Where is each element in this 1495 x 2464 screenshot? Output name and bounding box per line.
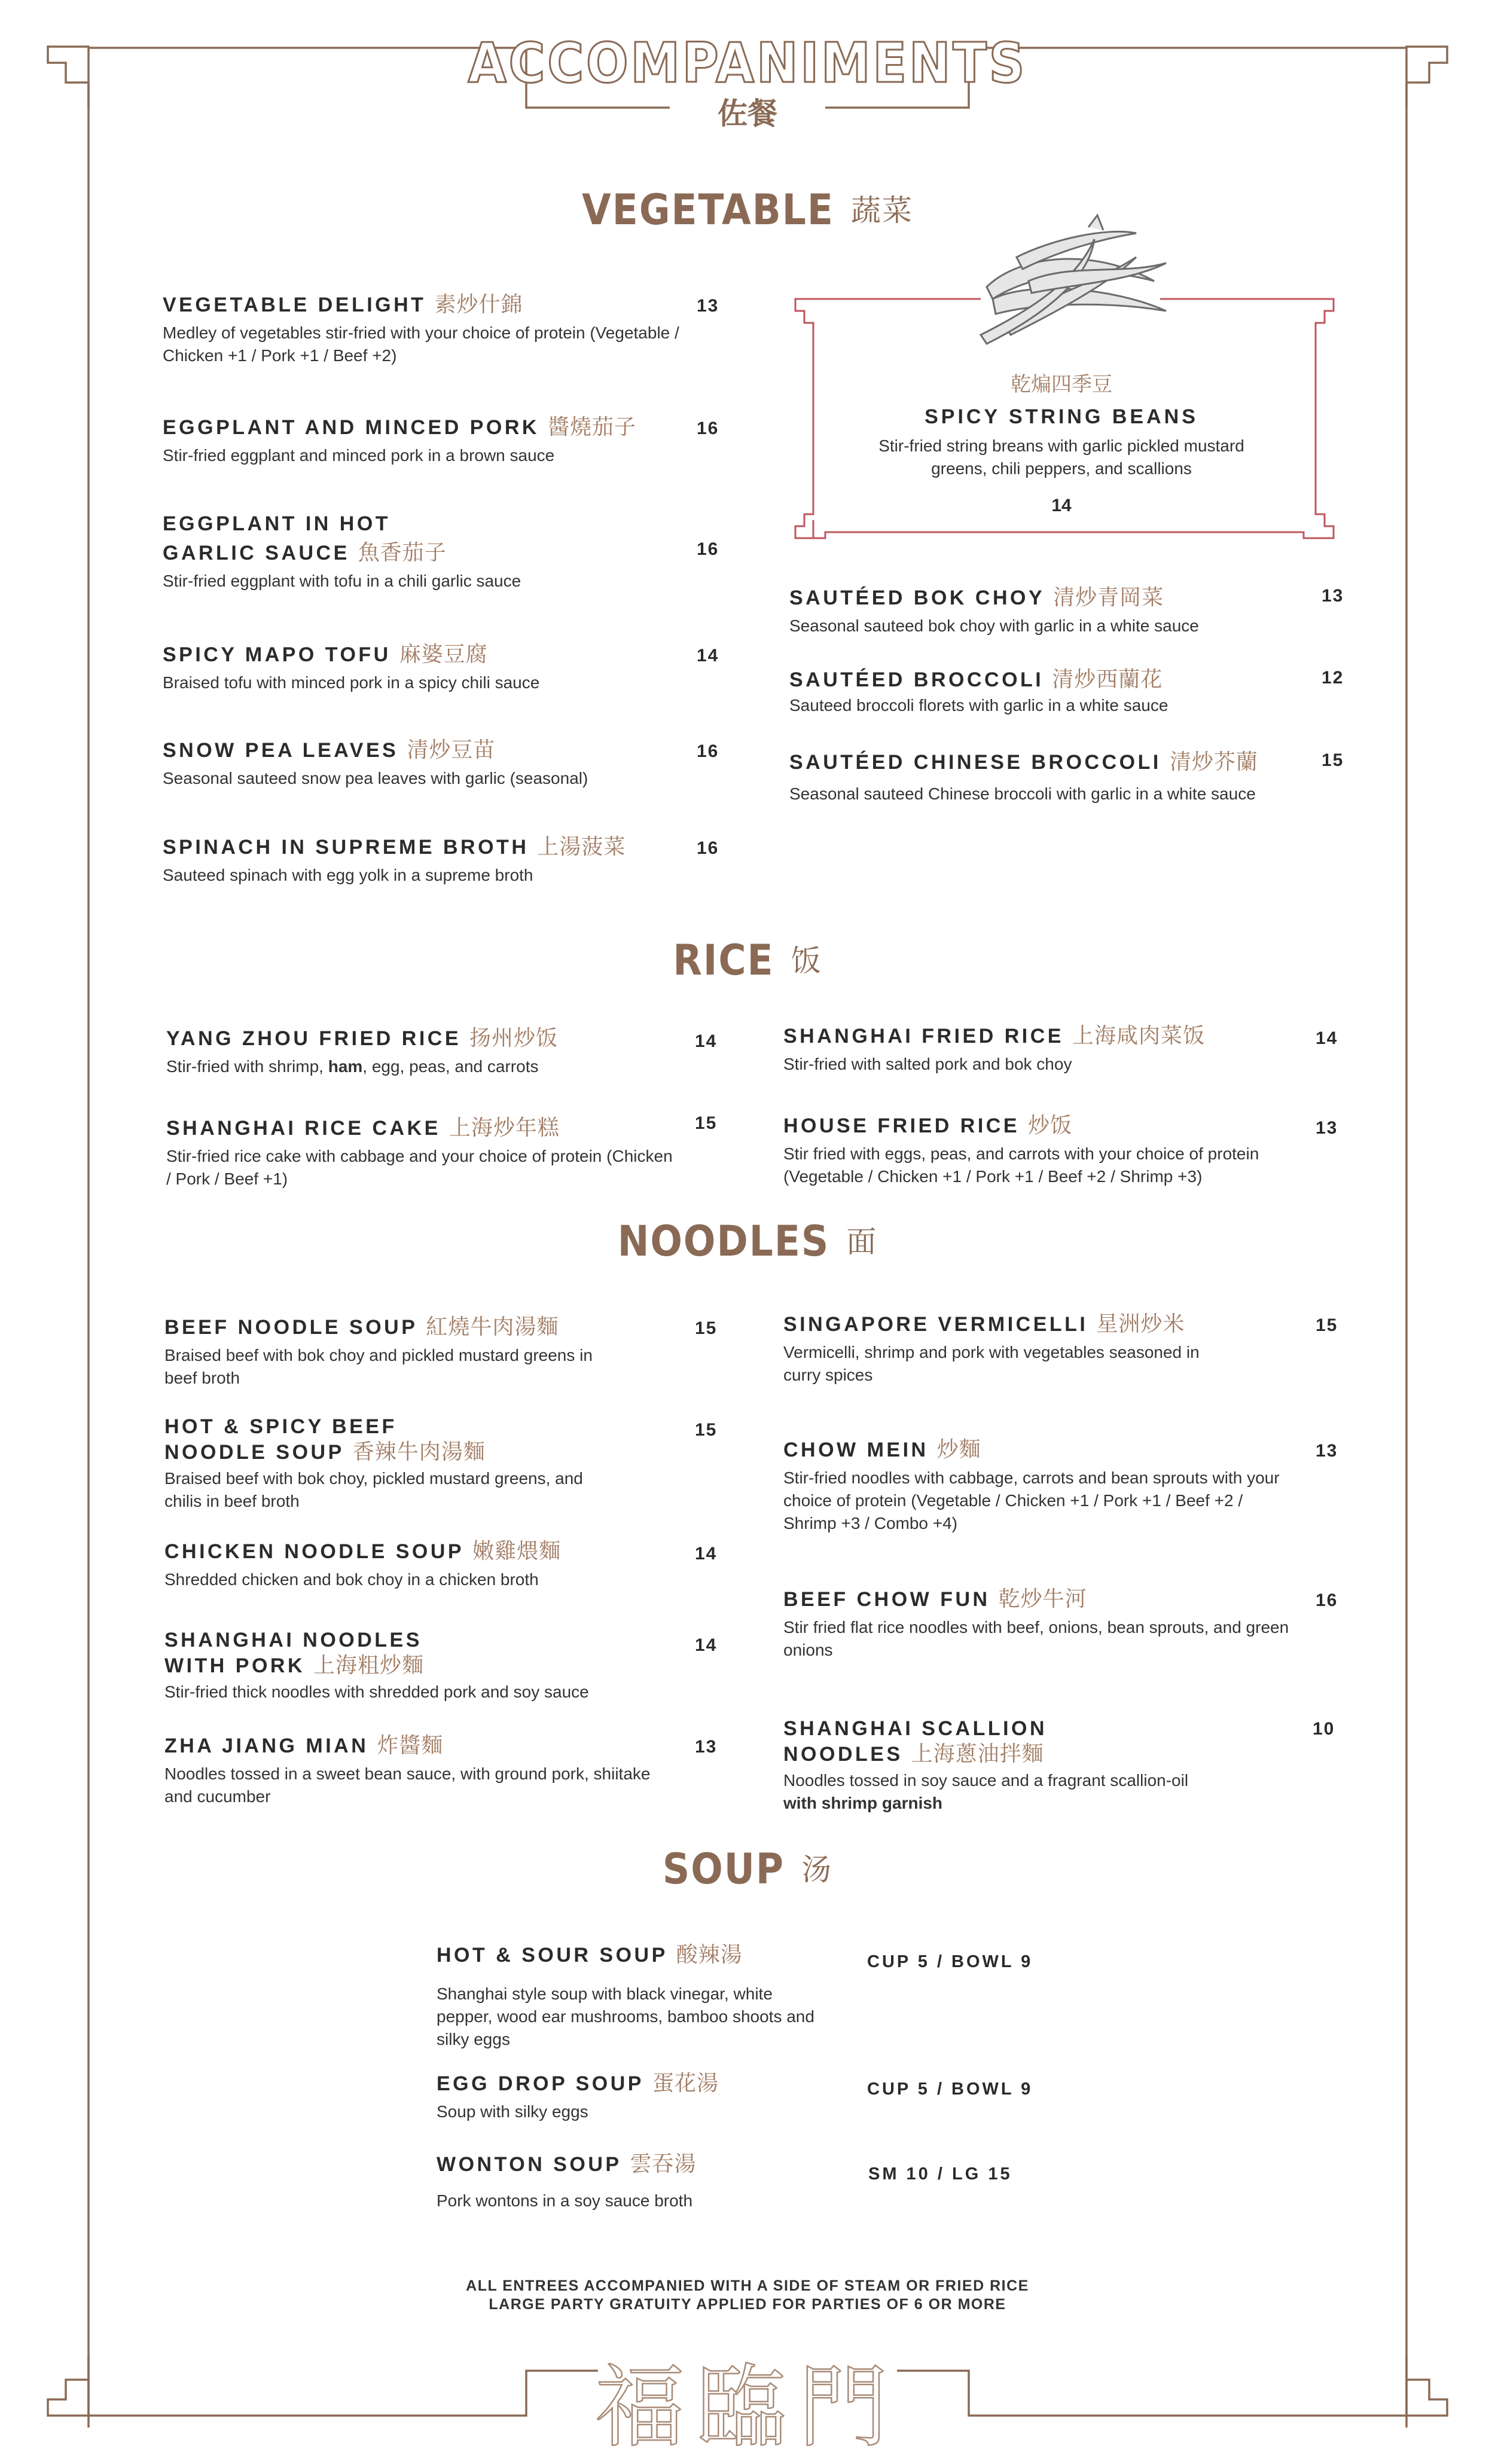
section-title-cn: 面 [846,1225,878,1259]
item-name-cn: 清炒芥蘭 [1169,749,1258,774]
menu-item [789,665,1316,717]
item-name-cn: 扬州炒饭 [469,1025,559,1050]
item-name: NOODLE SOUP [164,1441,344,1464]
item-description: Soup with silky eggs [437,2102,588,2121]
item-price: 16 [697,539,719,559]
item-name: SAUTÉED BROCCOLI [789,668,1044,691]
item-name: VEGETABLE DELIGHT [163,294,426,316]
item-description: Shredded chicken and bok choy in a chicken broth [164,1570,539,1589]
item-price: 15 [695,1420,718,1440]
menu-item [437,2149,831,2212]
section-title-text: NOODLES [617,1217,830,1266]
item-name-cn: 炸醬麵 [377,1733,444,1757]
item-price: 14 [695,1031,718,1051]
item-name: SHANGHAI FRIED RICE [783,1025,1064,1048]
menu-item [783,1309,1214,1387]
section-title-soup [0,1845,1495,1894]
item-name-cn: 星洲炒米 [1096,1311,1185,1336]
item-price: 13 [1322,586,1344,606]
item-description: Stir-fried with salted pork and bok choy [783,1055,1072,1073]
item-name: SPINACH IN SUPREME BROTH [163,836,529,859]
item-name: BEEF CHOW FUN [783,1588,990,1611]
item-name-cn: 清炒豆苗 [407,737,496,762]
section-title-text: VEGETABLE [582,185,834,234]
item-name: NOODLES [783,1743,903,1766]
menu-item [783,1111,1322,1188]
item-price: 16 [1316,1590,1338,1610]
item-name-cn: 上海粗炒麵 [313,1653,425,1677]
item-name-cn: 上海炒年糕 [448,1115,560,1140]
item-name-cn: 香辣牛肉湯麵 [352,1439,486,1464]
item-price: 13 [697,296,719,316]
item-name-line1: SHANGHAI SCALLION [783,1717,1048,1740]
item-name-cn: 蛋花湯 [652,2071,719,2095]
item-description: Stir-fried with shrimp, [166,1057,328,1076]
item-name: EGG DROP SOUP [437,2072,644,2095]
footer-line-1: ALL ENTREES ACCOMPANIED WITH A SIDE OF STEAM OR FRIED RICE [466,2277,1029,2294]
item-description: Sauteed broccoli florets with garlic in a white sauce [789,696,1168,715]
item-name: GARLIC SAUCE [163,542,350,564]
item-name-line1: SHANGHAI NOODLES [164,1629,422,1651]
item-price: SM 10 / LG 15 [868,2164,1012,2184]
item-description: Noodles tossed in a sweet bean sauce, with ground pork, shiitake and cucumber [164,1764,651,1806]
item-name-cn: 上海咸肉菜饭 [1072,1023,1205,1048]
item-name-cn: 清炒西蘭花 [1052,667,1163,691]
item-name-line1: HOT & SPICY BEEF [164,1415,397,1438]
menu-item [163,640,701,694]
item-price: 15 [1322,750,1344,770]
menu-item [163,832,701,887]
menu-item [437,1940,831,2051]
item-description: Stir fried with eggs, peas, and carrots with your choice of protein (Vegetable / Chicken +1 / Pork +1 / Beef +2 / Shrimp +3) [783,1144,1259,1186]
item-description: Medley of vegetables stir-fried with your choice of protein (Vegetable / Chicken +1 / Pork +1 / Beef +2) [163,323,679,365]
item-description-tail: , egg, peas, and carrots [362,1057,539,1076]
item-name-line1: EGGPLANT IN HOT [163,512,391,535]
item-name-cn: 炒饭 [1028,1113,1073,1137]
menu-item [164,1414,619,1513]
item-price: 16 [697,741,719,761]
item-description-bold: ham [328,1057,363,1076]
item-description: Braised tofu with minced pork in a spicy chili sauce [163,673,540,692]
item-name: CHOW MEIN [783,1439,929,1461]
item-price: 13 [695,1737,718,1757]
item-name: SINGAPORE VERMICELLI [783,1313,1088,1336]
menu-item [166,1024,681,1078]
item-name: YANG ZHOU FRIED RICE [166,1027,462,1050]
item-price: 14 [695,1544,718,1564]
item-price: 12 [1322,668,1344,688]
item-description: Noodles tossed in soy sauce and a fragrant scallion-oil [783,1771,1189,1790]
featured-name: SPICY STRING BEANS [925,405,1198,428]
item-name: EGGPLANT AND MINCED PORK [163,416,539,439]
item-name: SHANGHAI RICE CAKE [166,1117,441,1140]
menu-item [783,1021,1322,1076]
item-name-cn: 乾炒牛河 [998,1586,1087,1611]
item-name: BEEF NOODLE SOUP [164,1316,418,1339]
item-description-bold: with shrimp garnish [783,1794,943,1812]
section-title-cn: 蔬菜 [850,193,913,228]
footer-line-2: LARGE PARTY GRATUITY APPLIED FOR PARTIES OF 6 OR MORE [489,2296,1006,2313]
featured-dish [795,293,1328,541]
item-description: Braised beef with bok choy and pickled mustard greens in beef broth [164,1346,593,1387]
section-title-cn: 饭 [791,944,822,978]
item-price: 16 [697,419,719,438]
footer-note [0,2277,1495,2314]
item-price: 13 [1316,1118,1338,1138]
item-price: 15 [695,1318,718,1338]
item-name-cn: 雲吞湯 [630,2151,697,2176]
item-description: Sauteed spinach with egg yolk in a supreme broth [163,866,533,884]
menu-item [783,1584,1298,1662]
item-price: 14 [1316,1028,1338,1048]
item-name: HOUSE FRIED RICE [783,1115,1020,1137]
item-price: CUP 5 / BOWL 9 [867,2080,1033,2099]
menu-item [164,1628,679,1703]
item-name-cn: 麻婆豆腐 [399,642,488,666]
item-name: SAUTÉED BOK CHOY [789,587,1045,609]
item-name-cn: 嫩雞煨麵 [472,1538,562,1563]
item-name-cn: 素炒什錦 [434,292,523,316]
item-description: Stir-fried thick noodles with shredded pork and soy sauce [164,1683,589,1701]
item-description: Braised beef with bok choy, pickled mustard greens, and chilis in beef broth [164,1469,583,1510]
item-description: Stir-fried noodles with cabbage, carrots and bean sprouts with your choice of protein (Vegetable / Chicken +1 / Pork +1 / Beef +2 / Shrimp +3 / Combo +4) [783,1468,1280,1532]
item-name: ZHA JIANG MIAN [164,1735,369,1757]
item-description: Stir-fried eggplant and minced pork in a brown sauce [163,446,555,465]
item-name-cn: 上湯菠菜 [537,834,626,859]
menu-subtitle-cn: 佐餐 [718,96,777,131]
featured-price: 14 [1051,496,1072,515]
item-description: Pork wontons in a soy sauce broth [437,2191,693,2210]
item-price: 14 [695,1635,718,1655]
section-title-text: SOUP [662,1845,785,1894]
item-price: 15 [695,1113,718,1133]
section-title-noodles [0,1217,1495,1266]
menu-item [164,1312,595,1390]
item-description: Seasonal sauteed snow pea leaves with garlic (seasonal) [163,769,588,787]
item-price: 13 [1316,1441,1338,1461]
item-description: Stir-fried eggplant with tofu in a chili garlic sauce [163,572,521,590]
menu-item [783,1716,1298,1815]
item-name-cn: 清炒青岡菜 [1053,585,1164,609]
item-description: Stir fried flat rice noodles with beef, onions, bean sprouts, and green onions [783,1618,1289,1659]
item-description: Shanghai style soup with black vinegar, white pepper, wood ear mushrooms, bamboo shoots and silky eggs [437,1984,814,2048]
menu-item [163,413,701,467]
item-price: 14 [697,646,719,665]
menu-item [164,1537,679,1591]
menu-item [163,290,701,367]
item-name: HOT & SOUR SOUP [437,1944,668,1967]
section-title-cn: 汤 [801,1852,833,1887]
featured-description: Stir-fried string breans with garlic pickled mustard greens, chili peppers, and scallions [878,436,1244,478]
item-name: CHICKEN NOODLE SOUP [164,1540,465,1563]
restaurant-logo-cn: 福臨門 [594,2356,900,2460]
item-description: Seasonal sauteed Chinese broccoli with garlic in a white sauce [789,784,1256,803]
item-name-cn: 炒麵 [936,1437,981,1461]
item-description: Vermicelli, shrimp and pork with vegetables seasoned in curry spices [783,1343,1200,1384]
section-title-text: RICE [673,936,774,985]
menu-item [163,735,701,790]
menu-item [783,1435,1298,1535]
item-name: WITH PORK [164,1654,306,1677]
item-name: WONTON SOUP [437,2153,622,2176]
section-title-vegetable [0,185,1495,234]
item-name-cn: 酸辣湯 [676,1942,743,1967]
section-title-rice [0,936,1495,985]
item-description: Seasonal sauteed bok choy with garlic in a white sauce [789,616,1199,635]
menu-title: ACCOMPANIMENTS [468,31,1027,95]
item-price: 15 [1316,1315,1338,1335]
menu-item [437,2069,831,2123]
item-name-cn: 上海蔥油拌麵 [911,1741,1044,1766]
menu-item [166,1113,681,1190]
item-price: 10 [1313,1719,1335,1739]
item-name-cn: 魚香茄子 [358,540,447,564]
item-name: SNOW PEA LEAVES [163,739,399,762]
featured-name-cn: 乾煸四季豆 [1011,372,1112,396]
item-name-cn: 紅燒牛肉湯麵 [426,1314,559,1339]
menu-item [163,509,701,593]
item-description: Stir-fried rice cake with cabbage and your choice of protein (Chicken / Pork / Beef +1) [166,1147,673,1188]
item-price: 16 [697,838,719,858]
menu-item [789,747,1328,805]
menu-item [164,1731,679,1808]
menu-item [789,583,1316,637]
item-name: SAUTÉED CHINESE BROCCOLI [789,751,1161,774]
item-name-cn: 醬燒茄子 [547,414,636,439]
item-price: CUP 5 / BOWL 9 [867,1952,1033,1971]
item-name: SPICY MAPO TOFU [163,643,391,666]
